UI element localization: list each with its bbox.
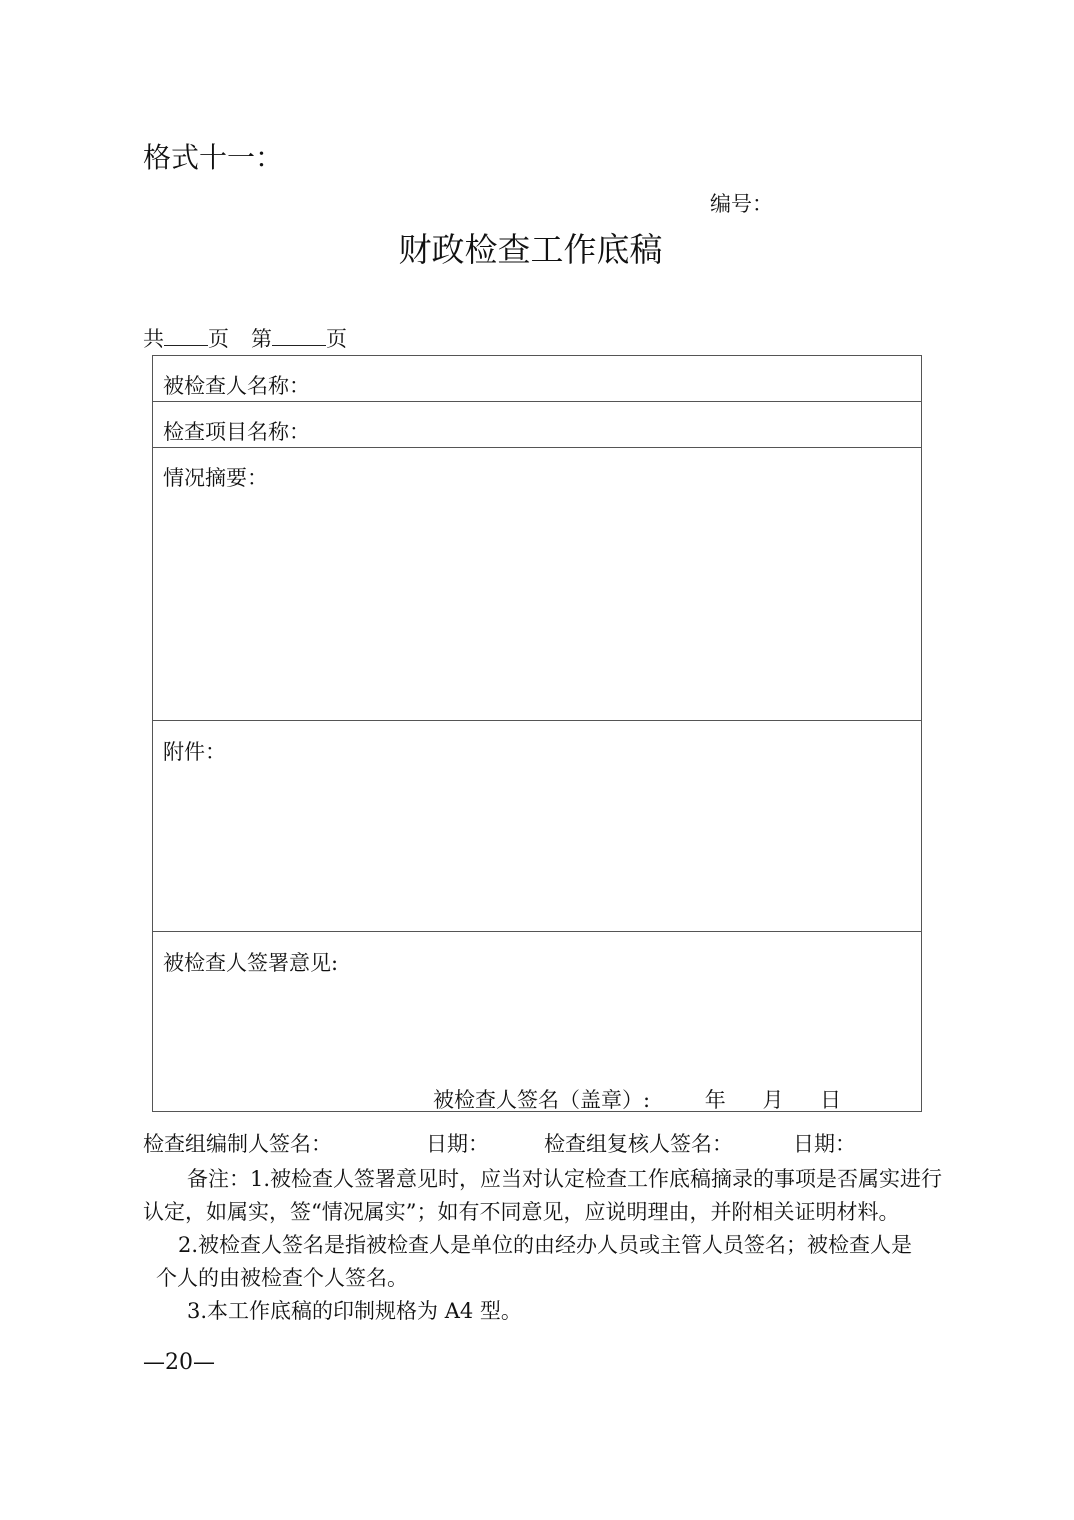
reviewer-signature-label: 检查组复核人签名： [544, 1132, 733, 1156]
note-line-2: 认定，如属实，签“情况属实”；如有不同意见，应说明理由，并附相关证明材料。 [143, 1200, 900, 1224]
signature-line [433, 1084, 841, 1114]
row-project-name [153, 402, 921, 448]
inspection-form-table [152, 355, 922, 1112]
page-total-suffix: 页 [208, 327, 229, 351]
page-current-prefix: 第 [251, 327, 272, 351]
page-number: —20— [143, 1350, 215, 1375]
page-total-blank [164, 327, 208, 346]
month-label: 月 [762, 1088, 784, 1112]
compiler-signature-label: 检查组编制人签名： [143, 1132, 332, 1156]
opinion-label: 被检查人签署意见: [163, 951, 339, 975]
page-count [143, 323, 347, 353]
attachment-label: 附件： [163, 740, 226, 764]
row-summary [153, 448, 921, 721]
document-title: 财政检查工作底稿 [398, 230, 663, 269]
row-inspected-name [153, 356, 921, 402]
compiler-date-label: 日期： [426, 1132, 489, 1156]
reviewer-date-label: 日期： [793, 1132, 856, 1156]
inspected-name-label: 被检查人名称： [163, 374, 310, 398]
page-total-prefix: 共 [143, 327, 164, 351]
project-name-label: 检查项目名称： [163, 420, 310, 444]
note-line-1: 备注：1.被检查人签署意见时，应当对认定检查工作底稿摘录的事项是否属实进行 [187, 1167, 943, 1191]
row-attachment [153, 721, 921, 932]
year-label: 年 [704, 1088, 726, 1112]
page-current-blank [272, 327, 326, 346]
note-line-3: 2.被检查人签名是指被检查人是单位的由经办人员或主管人员签名；被检查人是 [178, 1233, 913, 1257]
day-label: 日 [820, 1088, 842, 1112]
format-label: 格式十一： [143, 141, 284, 174]
page-current-suffix: 页 [326, 327, 347, 351]
signature-label: 被检查人签名（盖章）: [433, 1088, 651, 1112]
row-opinion [153, 932, 921, 1113]
serial-number-label: 编号： [710, 192, 773, 216]
summary-label: 情况摘要： [163, 466, 268, 490]
note-line-4: 个人的由被检查个人签名。 [156, 1266, 408, 1290]
note-line-5: 3.本工作底稿的印制规格为 A4 型。 [187, 1299, 522, 1323]
